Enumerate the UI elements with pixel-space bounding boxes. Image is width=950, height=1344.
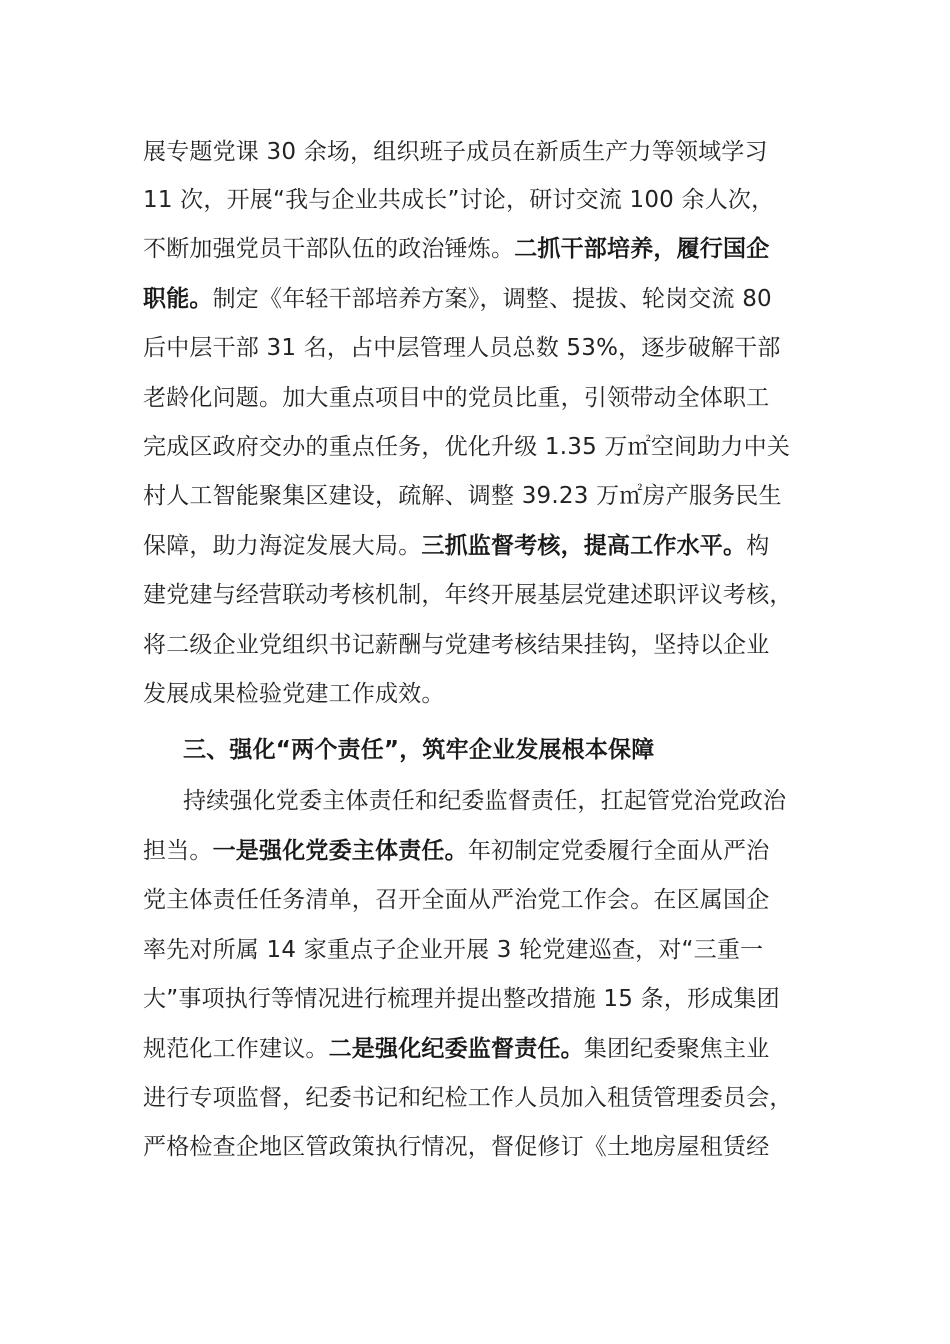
body-line [183,776,813,826]
text-run: 党主体责任任务清单，召开全面从严治党工作会。在区属国企 [143,887,770,913]
body-line [143,1024,813,1074]
text-run: 不断加强党员干部队伍的政治锤炼。 [143,236,515,262]
body-line [143,274,813,324]
section-heading [183,725,813,775]
bold-text-run: 二是强化纪委监督责任。 [328,1036,584,1062]
body-line [143,422,813,472]
body-line [143,669,445,719]
text-run: 保障，助力海淀发展大局。 [143,533,422,559]
text-run: 发展成果检验党建工作成效。 [143,681,445,707]
text-run: 集团纪委聚焦主业 [583,1036,770,1062]
body-line [143,224,813,274]
text-run: 严格检查企地区管政策执行情况，督促修订《土地房屋租赁经 [143,1134,770,1160]
body-line [143,521,813,571]
body-line [143,175,813,225]
body-line [143,875,813,925]
text-run: 将二级企业党组织书记薪酬与党建考核结果挂钩，坚持以企业 [143,632,770,658]
bold-text-run: 一是强化党委主体责任。 [212,838,468,864]
body-line [143,826,813,876]
body-line [143,570,813,620]
text-run: 担当。 [143,838,213,864]
body-line [143,1122,813,1172]
text-run: 年初制定党委履行全面从严治 [467,838,770,864]
body-line [143,127,813,177]
body-line [143,620,813,670]
text-run: 持续强化党委主体责任和纪委监督责任，扛起管党治党政治 [183,788,787,814]
text-run: 大”事项执行等情况进行梳理并提出整改措施 15 条，形成集团 [143,986,780,1012]
body-line [143,1073,813,1123]
text-run: 进行专项监督，纪委书记和纪检工作人员加入租赁管理委员会， [143,1085,793,1111]
body-line [143,373,813,423]
text-run: 后中层干部 31 名，占中层管理人员总数 53%，逐步破解干部 [143,335,781,361]
bold-text-run: 职能。 [143,286,213,312]
text-run: 率先对所属 14 家重点子企业开展 3 轮党建巡查，对“三重一 [143,937,764,963]
body-line [143,323,813,373]
text-run: 制定《年轻干部培养方案》，调整、提拔、轮岗交流 80 [212,286,772,312]
text-run: 完成区政府交办的重点任务，优化升级 1.35 万㎡空间助力中关 [143,434,791,460]
text-run: 展专题党课 30 余场，组织班子成员在新质生产力等领域学习 [143,139,768,165]
text-run: 构 [746,533,770,559]
text-run: 规范化工作建议。 [143,1036,329,1062]
text-run: 11 次，开展“我与企业共成长”讨论，研讨交流 100 余人次， [143,187,775,213]
bold-text-run: 二抓干部培养，履行国企 [514,236,770,262]
text-run: 村人工智能聚集区建设，疏解、调整 39.23 万㎡房产服务民生 [143,483,782,509]
bold-text-run: 三抓监督考核，提高工作水平。 [421,533,747,559]
body-line [143,974,813,1024]
heading-text: 三、强化“两个责任”，筑牢企业发展根本保障 [183,737,655,763]
text-run: 建党建与经营联动考核机制，年终开展基层党建述职评议考核， [143,582,793,608]
body-line [143,471,813,521]
text-run: 老龄化问题。加大重点项目中的党员比重，引领带动全体职工 [143,385,770,411]
body-line [143,925,813,975]
